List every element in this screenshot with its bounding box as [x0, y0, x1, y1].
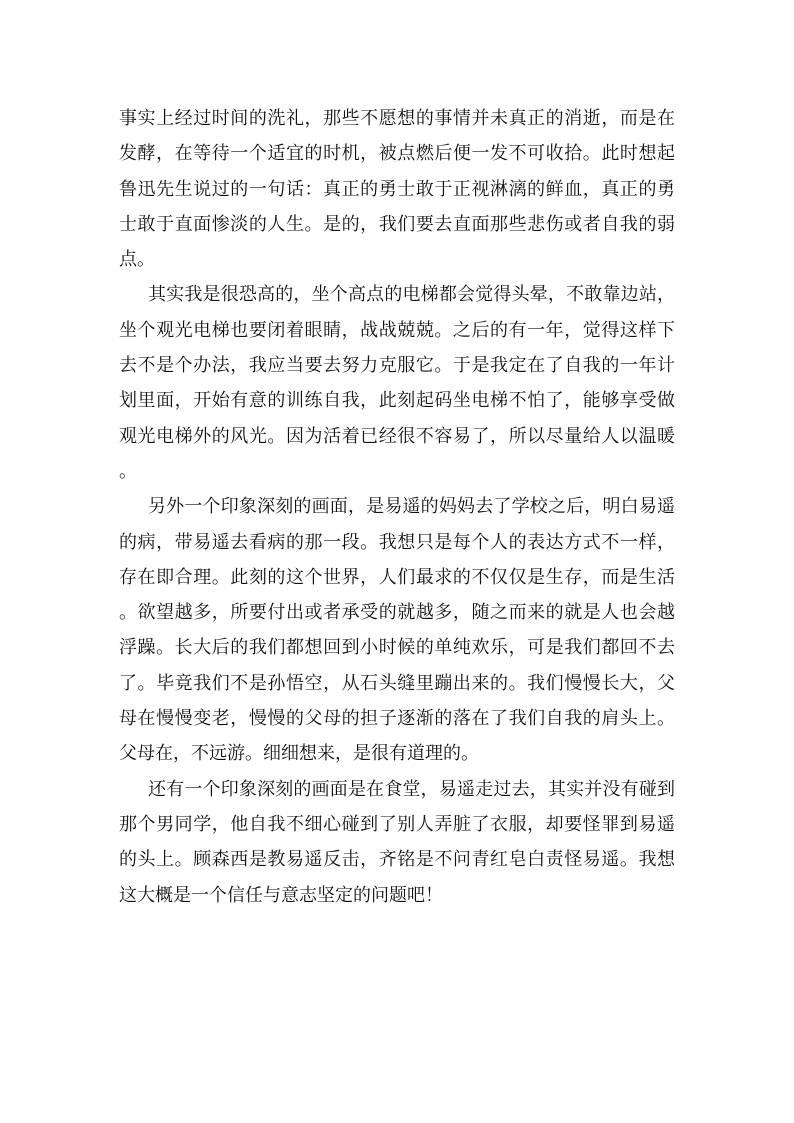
- paragraph-fear-of-heights: 其实我是很恐高的，坐个高点的电梯都会觉得头晕，不敢靠边站，坐个观光电梯也要闭着眼睛，战战兢兢。之后的有一年，觉得这样下去不是个办法，我应当要去努力克服它。于是我定在了自我的一年计划里面，开始有意的训练自我，此刻起码坐电梯不怕了，能够享受做观光电梯外的风光。因为活着已经很不容易了，所以尽量给人以温暖。: [119, 284, 675, 482]
- paragraph-cafeteria-scene: 还有一个印象深刻的画面是在食堂，易遥走过去，其实并没有碰到那个男同学，他自我不细心碰到了别人弄脏了衣服，却要怪罪到易遥的头上。顾森西是教易遥反击，齐铭是不问青红皂白责怪易遥。我想这大概是一个信任与意志坚定的问题吧！: [119, 778, 675, 906]
- body-text: [119, 101, 675, 913]
- paragraph-hospital-scene: 另外一个印象深刻的画面，是易遥的妈妈去了学校之后，明白易遥的病，带易遥去看病的那一段。我想只是每个人的表达方式不一样，存在即合理。此刻的这个世界，人们最求的不仅仅是生存，而是生活。欲望越多，所要付出或者承受的就越多，随之而来的就是人也会越浮躁。长大后的我们都想回到小时候的单纯欢乐，可是我们都回不去了。毕竟我们不是孙悟空，从石头缝里蹦出来的。我们慢慢长大，父母在慢慢变老，慢慢的父母的担子逐渐的落在了我们自我的肩头上。父母在，不远游。细细想来，是很有道理的。: [119, 496, 675, 765]
- paragraph-continuation: 事实上经过时间的洗礼，那些不愿想的事情并未真正的消逝，而是在发酵，在等待一个适宜的时机，被点燃后便一发不可收拾。此时想起鲁迅先生说过的一句话：真正的勇士敢于正视淋漓的鲜血，真正的勇士敢于直面惨淡的人生。是的，我们要去直面那些悲伤或者自我的弱点。: [119, 108, 675, 271]
